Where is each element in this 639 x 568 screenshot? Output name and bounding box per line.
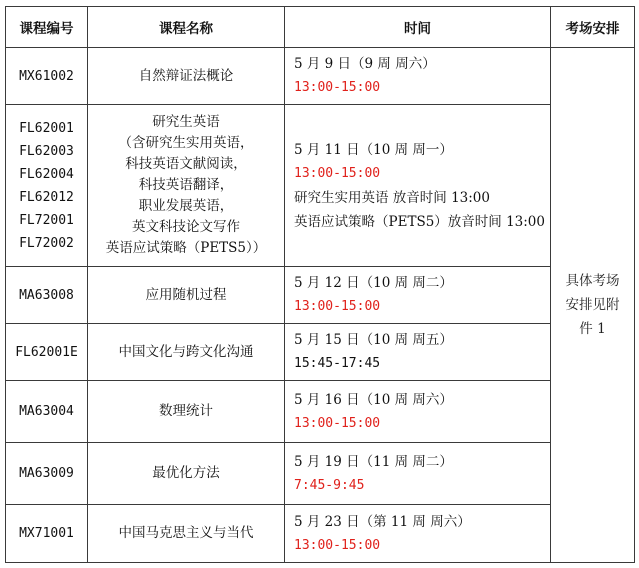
exam-date: 5 月 15 日（10 周 周五） xyxy=(294,332,453,348)
course-code-cell xyxy=(6,267,88,324)
course-code: FL72001 xyxy=(19,212,74,228)
course-code: MA63008 xyxy=(19,287,74,303)
course-name-cell xyxy=(88,381,285,443)
table-row xyxy=(6,381,635,443)
course-name: 英文科技论文写作 xyxy=(132,219,240,235)
table-row xyxy=(6,505,635,563)
header-course-code: 课程编号 xyxy=(6,7,88,48)
course-name-cell xyxy=(88,105,285,267)
course-name: 中国文化与跨文化沟通 xyxy=(118,343,254,360)
time-cell xyxy=(285,443,551,505)
course-code: MX61002 xyxy=(19,68,74,84)
exam-time: 13:00-15:00 xyxy=(294,537,381,553)
course-name: 职业发展英语， xyxy=(138,198,234,214)
table-row xyxy=(6,105,635,267)
course-name: （含研究生实用英语， xyxy=(118,135,254,151)
course-code: FL62004 xyxy=(19,166,74,182)
time-cell xyxy=(285,267,551,324)
course-name: 自然辩证法概论 xyxy=(138,67,234,84)
course-name-cell xyxy=(88,324,285,381)
course-code-cell xyxy=(6,324,88,381)
course-name: 应用随机过程 xyxy=(145,286,227,303)
header-exam-arrangement: 考场安排 xyxy=(551,7,635,48)
exam-time: 15:45-17:45 xyxy=(294,356,381,371)
exam-date: 5 月 12 日（10 周 周二） xyxy=(294,275,453,291)
exam-date: 5 月 19 日（11 周 周二） xyxy=(294,453,453,470)
course-code: FL72002 xyxy=(19,235,74,251)
header-time: 时间 xyxy=(285,7,551,48)
arrangement-line: 具体考场 xyxy=(565,273,620,289)
listening-note: 英语应试策略（PETS5）放音时间 13:00 xyxy=(294,213,545,230)
table-row xyxy=(6,267,635,324)
time-cell xyxy=(285,324,551,381)
course-code: FL62012 xyxy=(19,189,74,205)
time-cell xyxy=(285,505,551,563)
course-name-cell xyxy=(88,267,285,324)
header-row xyxy=(6,7,635,48)
course-name: 数理统计 xyxy=(159,403,213,419)
course-name: 最优化方法 xyxy=(152,465,220,481)
table-row xyxy=(6,443,635,505)
course-name: 科技英语文献阅读， xyxy=(125,156,247,172)
course-code-cell xyxy=(6,48,88,105)
arrangement-line: 安排见附 xyxy=(565,297,620,313)
exam-date: 5 月 9 日（9 周 周六） xyxy=(294,56,436,72)
course-code-cell xyxy=(6,443,88,505)
arrangement-line: 件 1 xyxy=(579,321,606,337)
exam-time: 7:45-9:45 xyxy=(294,477,365,493)
course-code: FL62001 xyxy=(19,120,74,136)
exam-schedule-table xyxy=(5,6,635,563)
table-row xyxy=(6,48,635,105)
exam-time: 13:00-15:00 xyxy=(294,299,381,314)
course-code-cell xyxy=(6,381,88,443)
exam-time: 13:00-15:00 xyxy=(294,165,381,181)
course-code: FL62003 xyxy=(19,143,74,159)
exam-time: 13:00-15:00 xyxy=(294,415,381,431)
time-cell xyxy=(285,381,551,443)
exam-time: 13:00-15:00 xyxy=(294,80,381,95)
course-name-cell xyxy=(88,443,285,505)
course-name: 英语应试策略（PETS5）） xyxy=(105,240,267,256)
course-name-cell xyxy=(88,505,285,563)
time-cell xyxy=(285,105,551,267)
time-cell xyxy=(285,48,551,105)
listening-note: 研究生实用英语 放音时间 13:00 xyxy=(294,189,490,206)
exam-date: 5 月 16 日（10 周 周六） xyxy=(294,391,453,408)
course-code: MA63004 xyxy=(19,404,74,419)
course-name: 中国马克思主义与当代 xyxy=(118,525,254,541)
course-code: FL62001E xyxy=(15,344,78,360)
table-row xyxy=(6,324,635,381)
course-name-cell xyxy=(88,48,285,105)
course-code: MA63009 xyxy=(19,466,74,481)
header-course-name: 课程名称 xyxy=(88,7,285,48)
course-code-cell xyxy=(6,505,88,563)
course-code-cell xyxy=(6,105,88,267)
course-code: MX71001 xyxy=(19,526,74,541)
exam-arrangement-cell xyxy=(551,48,635,563)
course-name: 研究生英语 xyxy=(152,114,220,130)
exam-date: 5 月 23 日（第 11 周 周六） xyxy=(294,513,471,530)
exam-date: 5 月 11 日（10 周 周一） xyxy=(294,141,453,158)
course-name: 科技英语翻译， xyxy=(138,177,234,193)
